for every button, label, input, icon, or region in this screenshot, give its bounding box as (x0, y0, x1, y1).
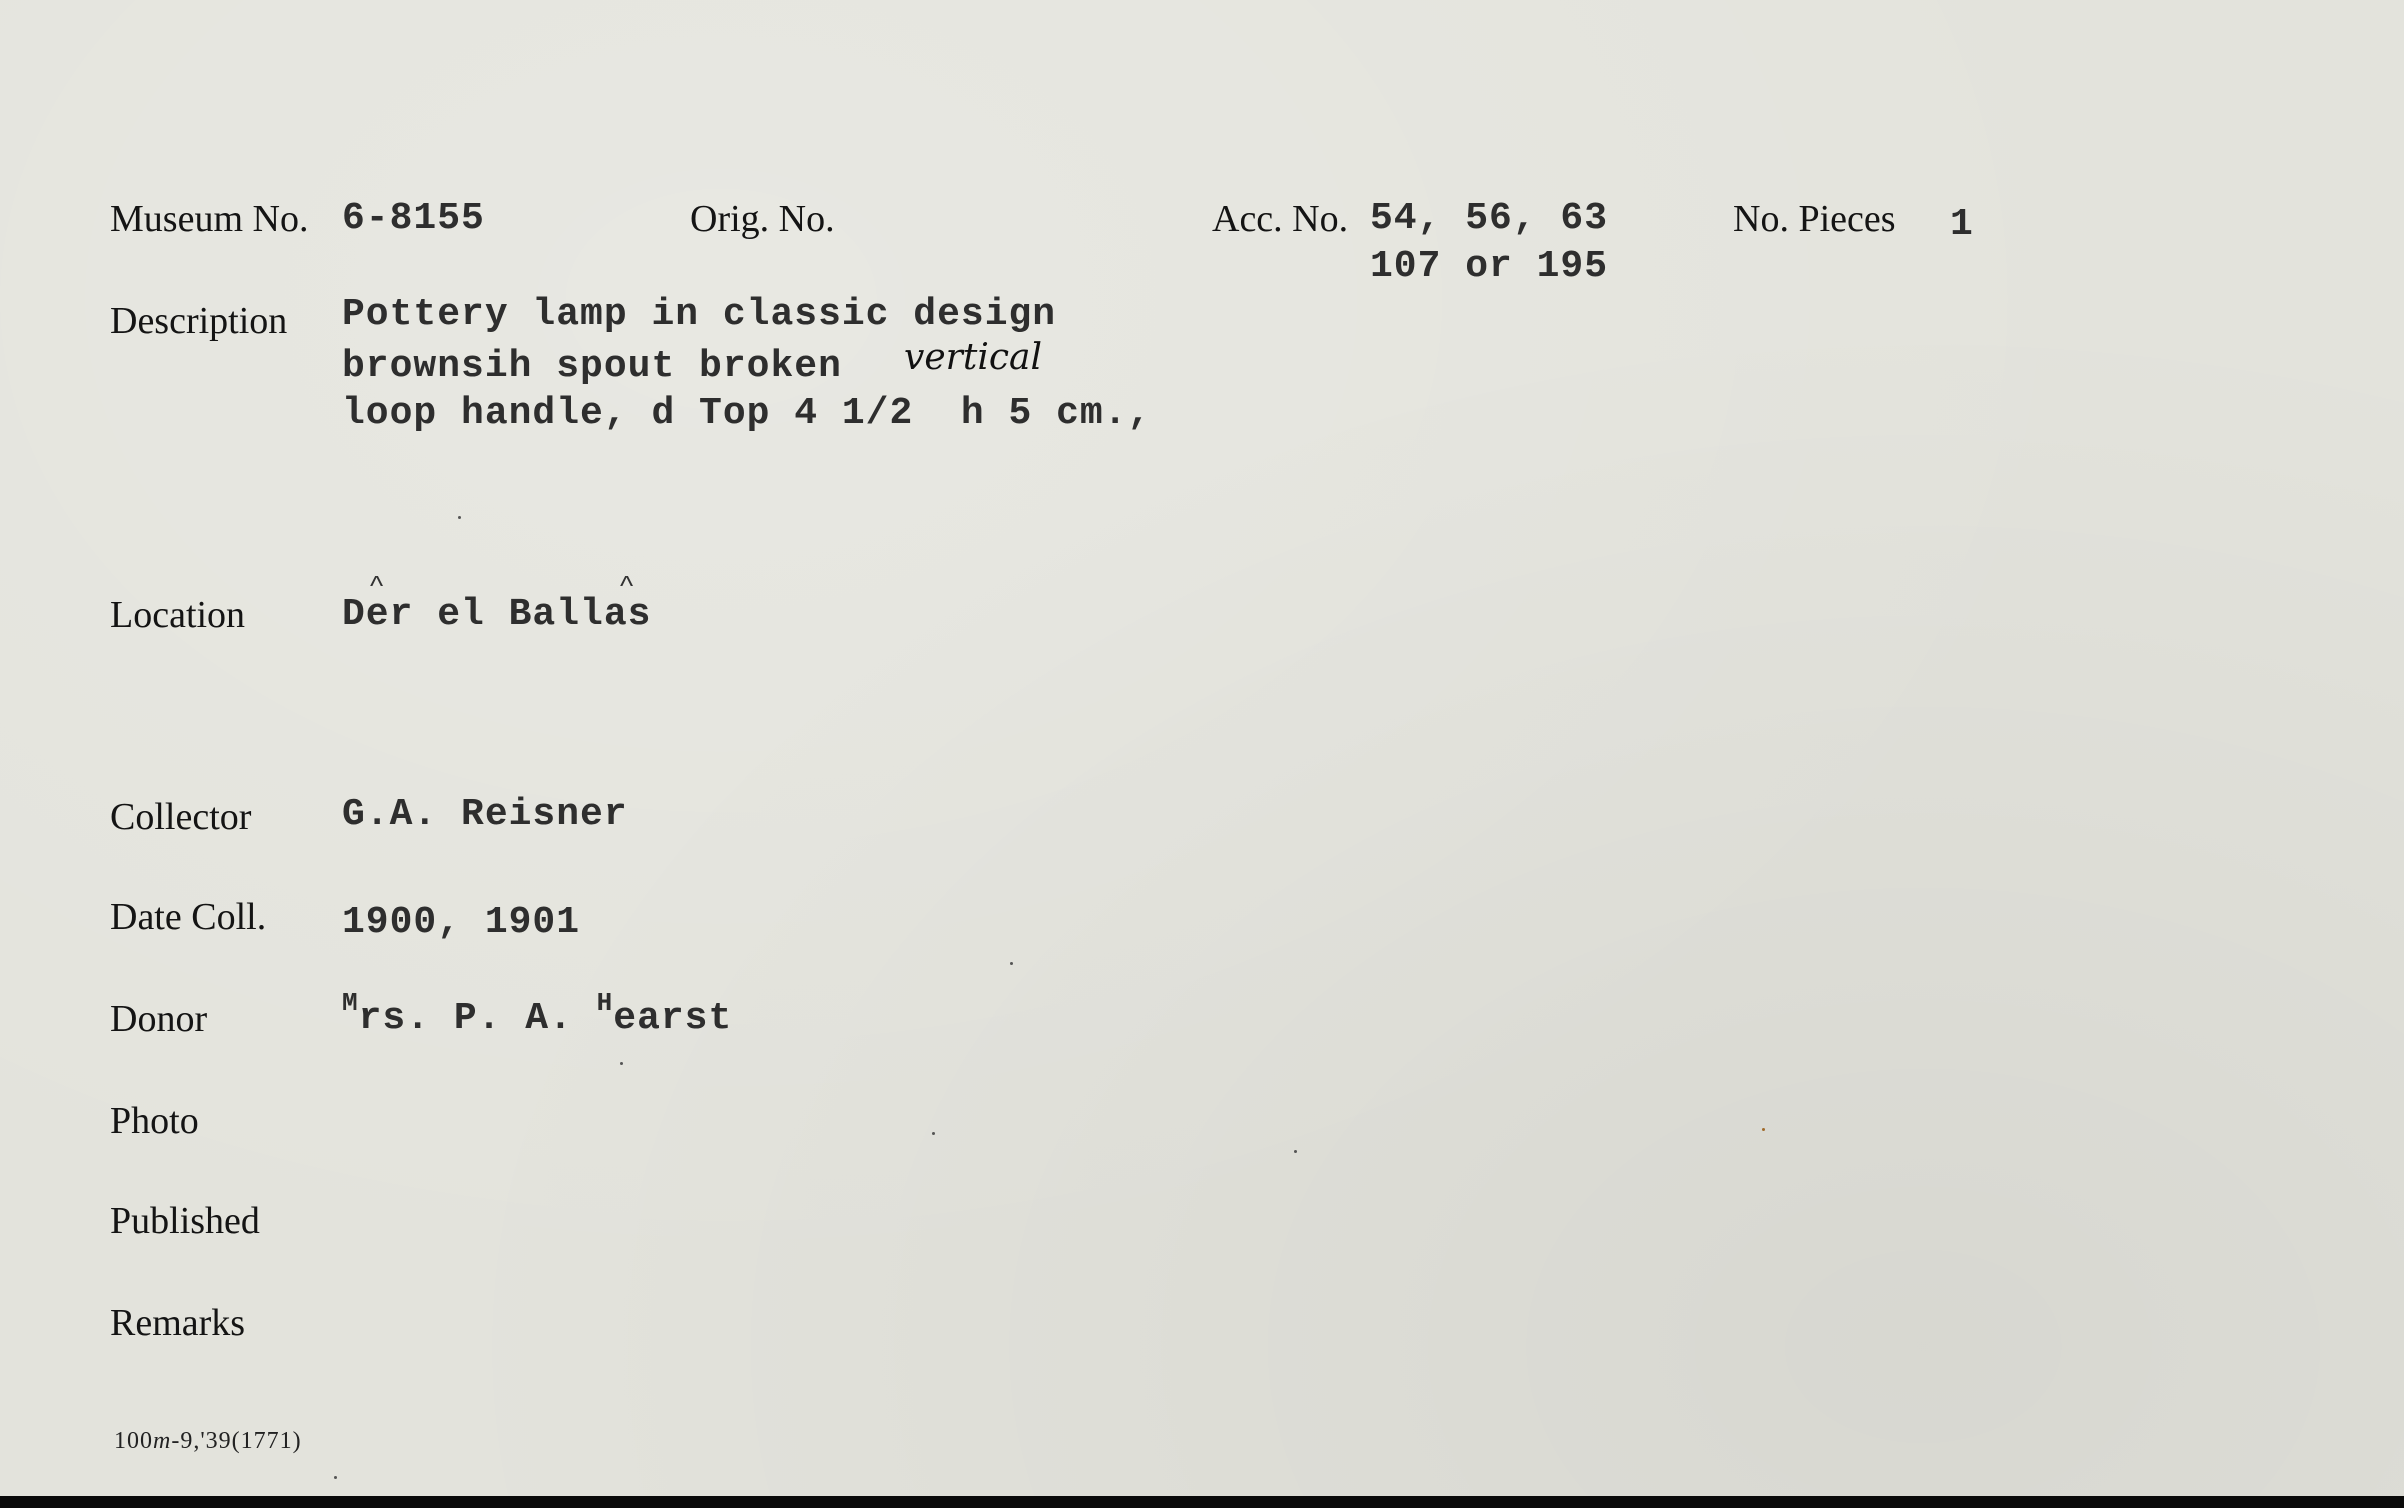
circumflex-mark: ^ (620, 570, 634, 601)
acc-no-value-line2: 107 or 195 (1370, 245, 1609, 288)
paper-speck (334, 1476, 337, 1479)
donor-label: Donor (110, 998, 208, 1040)
collector-value: G.A. Reisner (342, 793, 628, 836)
description-line-1: Pottery lamp in classic design (342, 293, 1057, 336)
paper-speck (1294, 1150, 1297, 1153)
location-value: Der el Ballas (342, 593, 652, 636)
description-line-3: loop handle, d Top 4 1/2 h 5 cm., (342, 392, 1152, 435)
date-coll-label: Date Coll. (110, 896, 267, 938)
form-code: 100m-9,'39(1771) (114, 1428, 302, 1454)
paper-speck (458, 516, 461, 519)
location-label: Location (110, 594, 246, 636)
date-coll-value: 1900, 1901 (342, 901, 581, 944)
paper-speck (1762, 1128, 1765, 1131)
acc-no-value-line1: 54, 56, 63 (1370, 197, 1609, 240)
description-label: Description (110, 300, 288, 342)
paper-speck (620, 1062, 623, 1065)
acc-no-label: Acc. No. (1212, 198, 1349, 240)
photo-label: Photo (110, 1100, 199, 1142)
description-handwritten-note: vertical (904, 337, 1042, 378)
collector-label: Collector (110, 796, 252, 838)
orig-no-label: Orig. No. (690, 198, 835, 240)
museum-no-label: Museum No. (110, 198, 309, 240)
remarks-label: Remarks (110, 1302, 246, 1344)
no-pieces-label: No. Pieces (1733, 198, 1896, 240)
published-label: Published (110, 1200, 260, 1242)
paper-speck (932, 1132, 935, 1135)
no-pieces-value: 1 (1950, 203, 1974, 246)
museum-no-value: 6-8155 (342, 197, 485, 240)
circumflex-mark: ^ (370, 570, 384, 601)
paper-speck (1010, 962, 1013, 965)
donor-value: $^M$rs. P. A. $^H$earst (342, 988, 733, 1040)
description-line-2: brownsih spout broken (342, 345, 842, 388)
